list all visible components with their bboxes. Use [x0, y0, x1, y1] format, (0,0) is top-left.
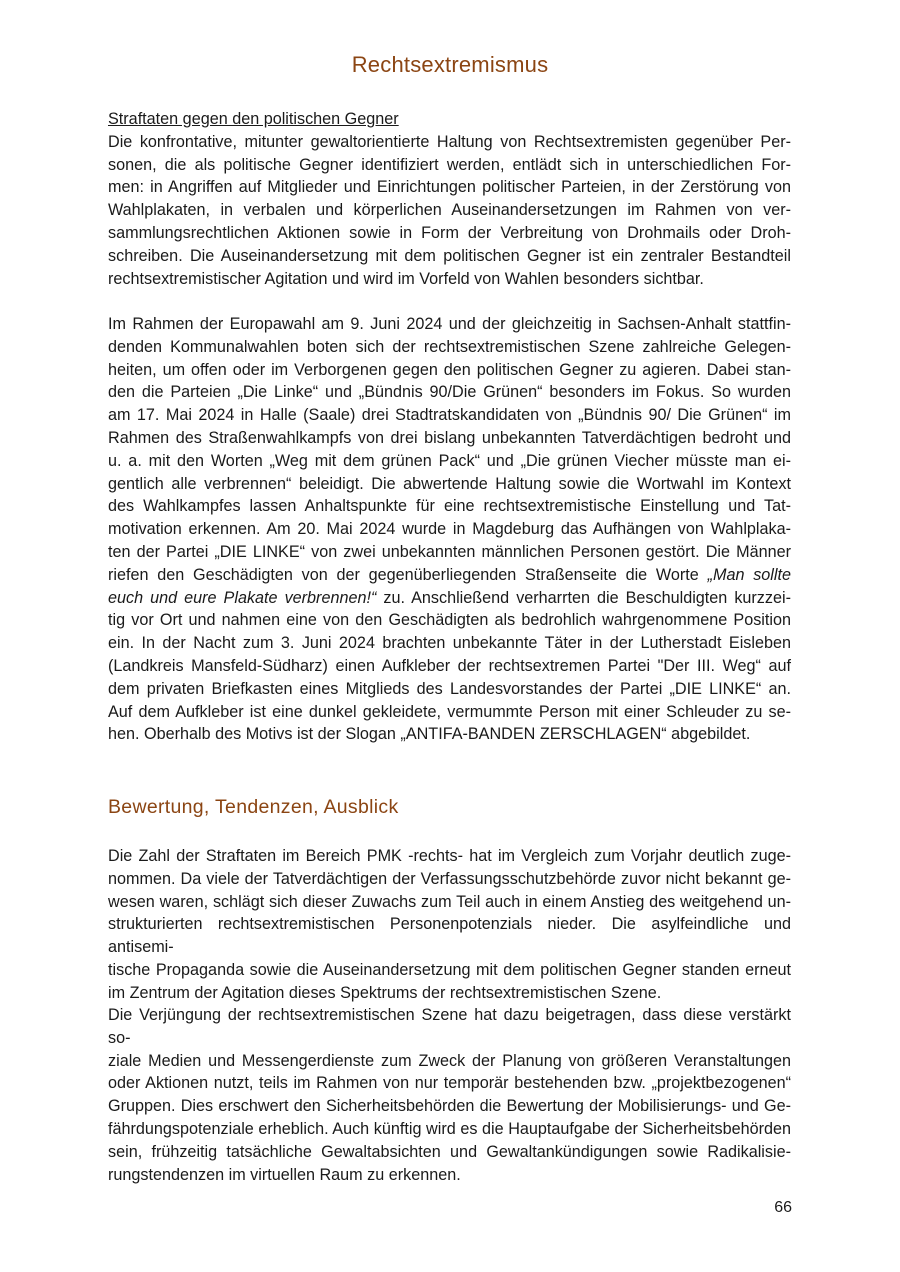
- section-heading-bewertung: Bewertung, Tendenzen, Ausblick: [108, 796, 399, 818]
- text-line: tig vor Ort und nahmen eine von den Geschädigten als bedrohlich wahrgenommene Position: [108, 611, 791, 630]
- text-line: des Wahlkampfes lassen Anhaltspunkte für eine rechtsextremistische Einstellung und Tat-: [108, 497, 791, 516]
- subheading-straftaten: Straftaten gegen den politischen Gegner: [108, 110, 399, 128]
- text-line: schreiben. Die Auseinandersetzung mit dem politischen Gegner ist ein zentraler Bestandteil: [108, 246, 791, 265]
- page-header-title: Rechtsextremismus: [351, 52, 549, 77]
- text-line: wesen waren, schlägt sich dieser Zuwachs zum Teil auch in einem Anstieg des weitgehend un-: [108, 892, 791, 911]
- text-segment: zu. Anschließend verharrten die Beschuldigten kurzzei-: [376, 588, 791, 607]
- text-line: sammlungsrechtlichen Aktionen sowie in Form der Verbreitung von Drohmails oder Droh-: [108, 223, 791, 242]
- paragraph-bewertung-1: [108, 845, 791, 1005]
- text-line: ziale Medien und Messengerdienste zum Zweck der Planung von größeren Veranstaltungen: [108, 1051, 791, 1070]
- text-line: Auf dem Aufkleber ist eine dunkel gekleidete, vermummte Person mit einer Schleuder zu se-: [108, 702, 791, 721]
- text-line: Die Verjüngung der rechtsextremistischen Szene hat dazu beigetragen, dass diese verstärkt so-: [108, 1006, 791, 1047]
- text-line: Gruppen. Dies erschwert den Sicherheitsbehörden die Bewertung der Mobilisierungs- und Ge-: [108, 1097, 791, 1116]
- text-line: fährdungspotenziale erheblich. Auch künftig wird es die Hauptaufgabe der Sicherheitsbehörden: [108, 1119, 791, 1138]
- paragraph-intro: [108, 131, 791, 291]
- text-line: dem privaten Briefkasten eines Mitglieds des Landesvorstandes der Partei „DIE LINKE“ an.: [108, 679, 791, 698]
- quote-italic: „Man sollte: [707, 565, 792, 584]
- text-line: nommen. Da viele der Tatverdächtigen der Verfassungsschutzbehörde zuvor nicht bekannt ge-: [108, 869, 791, 888]
- text-line: Die konfrontative, mitunter gewaltorientierte Haltung von Rechtsextremisten gegenüber Per-: [108, 132, 791, 151]
- paragraph-bewertung-2: [108, 1004, 791, 1186]
- text-segment: riefen den Geschädigten von der gegenüberliegenden Straßenseite die Worte: [108, 565, 708, 584]
- text-line: (Landkreis Mansfeld-Südharz) einen Aufkleber der rechtsextremen Partei "Der III. Weg“ auf: [108, 656, 791, 675]
- quote-italic: euch und eure Plakate verbrennen!“: [108, 588, 377, 607]
- section-straftaten: [108, 108, 791, 290]
- text-line: im Zentrum der Agitation dieses Spektrums der rechtsextremistischen Szene.: [108, 983, 662, 1002]
- text-line: motivation erkennen. Am 20. Mai 2024 wurde in Magdeburg das Aufhängen von Wahlplaka-: [108, 520, 791, 539]
- text-line: oder Aktionen nutzt, teils im Rahmen von nur temporär bestehenden bzw. „projektbezogenen“: [108, 1074, 791, 1093]
- text-line: Im Rahmen der Europawahl am 9. Juni 2024 und der gleichzeitig in Sachsen-Anhalt stattfin-: [108, 315, 791, 333]
- text-line: Die Zahl der Straftaten im Bereich PMK -rechts- hat im Vergleich zum Vorjahr deutlich zuge-: [108, 847, 791, 865]
- text-line: rechtsextremistischer Agitation und wird im Vorfeld von Wahlen besonders sichtbar.: [108, 269, 704, 288]
- text-line: Rahmen des Straßenwahlkampfs von drei bislang unbekannten Tatverdächtigen bedroht und: [108, 428, 791, 447]
- text-line: sonen, die als politische Gegner identifiziert werden, entlädt sich in unterschiedlichen For-: [108, 155, 791, 174]
- text-line: ein. In der Nacht zum 3. Juni 2024 brachten unbekannte Täter in der Lutherstadt Eisleben: [108, 634, 791, 653]
- text-line: gentlich alle verbrennen“ beleidigt. Die abwertende Haltung sowie die Wortwahl im Kontext: [108, 474, 791, 493]
- text-line: heiten, um offen oder im Verborgenen gegen den politischen Gegner zu agieren. Dabei stan-: [108, 360, 791, 379]
- paragraph-europawahl: [108, 313, 791, 746]
- text-line: denden Kommunalwahlen boten sich der rechtsextremistischen Szene zahlreiche Gelegen-: [108, 337, 791, 356]
- text-line: hen. Oberhalb des Motivs ist der Slogan „ANTIFA-BANDEN ZERSCHLAGEN“ abgebildet.: [108, 725, 751, 744]
- text-line: rungstendenzen im virtuellen Raum zu erkennen.: [108, 1165, 461, 1184]
- text-line: Wahlplakaten, in verbalen und körperlichen Auseinandersetzungen im Rahmen von ver-: [108, 201, 791, 220]
- text-line: strukturierten rechtsextremistischen Personenpotenzials nieder. Die asylfeindliche und antisemi-: [108, 915, 791, 957]
- text-line: ten der Partei „DIE LINKE“ von zwei unbekannten männlichen Personen gestört. Die Männer: [108, 542, 791, 561]
- text-line: tische Propaganda sowie die Auseinandersetzung mit dem politischen Gegner standen erneut: [108, 960, 791, 979]
- text-line: sein, frühzeitig tatsächliche Gewaltabsichten und Gewaltankündigungen sowie Radikalisie-: [108, 1142, 791, 1161]
- text-line: den die Parteien „Die Linke“ und „Bündnis 90/Die Grünen“ besonders im Fokus. So wurden: [108, 383, 791, 402]
- text-line: am 17. Mai 2024 in Halle (Saale) drei Stadtratskandidaten von „Bündnis 90/ Die Grünen“ im: [108, 406, 791, 425]
- page-number: 66: [774, 1199, 792, 1216]
- text-line: u. a. mit den Worten „Weg mit dem grünen Pack“ und „Die grünen Viecher müsste man ei-: [108, 451, 791, 470]
- text-line: [108, 587, 791, 610]
- text-line: men: in Angriffen auf Mitglieder und Einrichtungen politischer Parteien, in der Zerstörung von: [108, 178, 791, 197]
- text-line: [108, 564, 791, 587]
